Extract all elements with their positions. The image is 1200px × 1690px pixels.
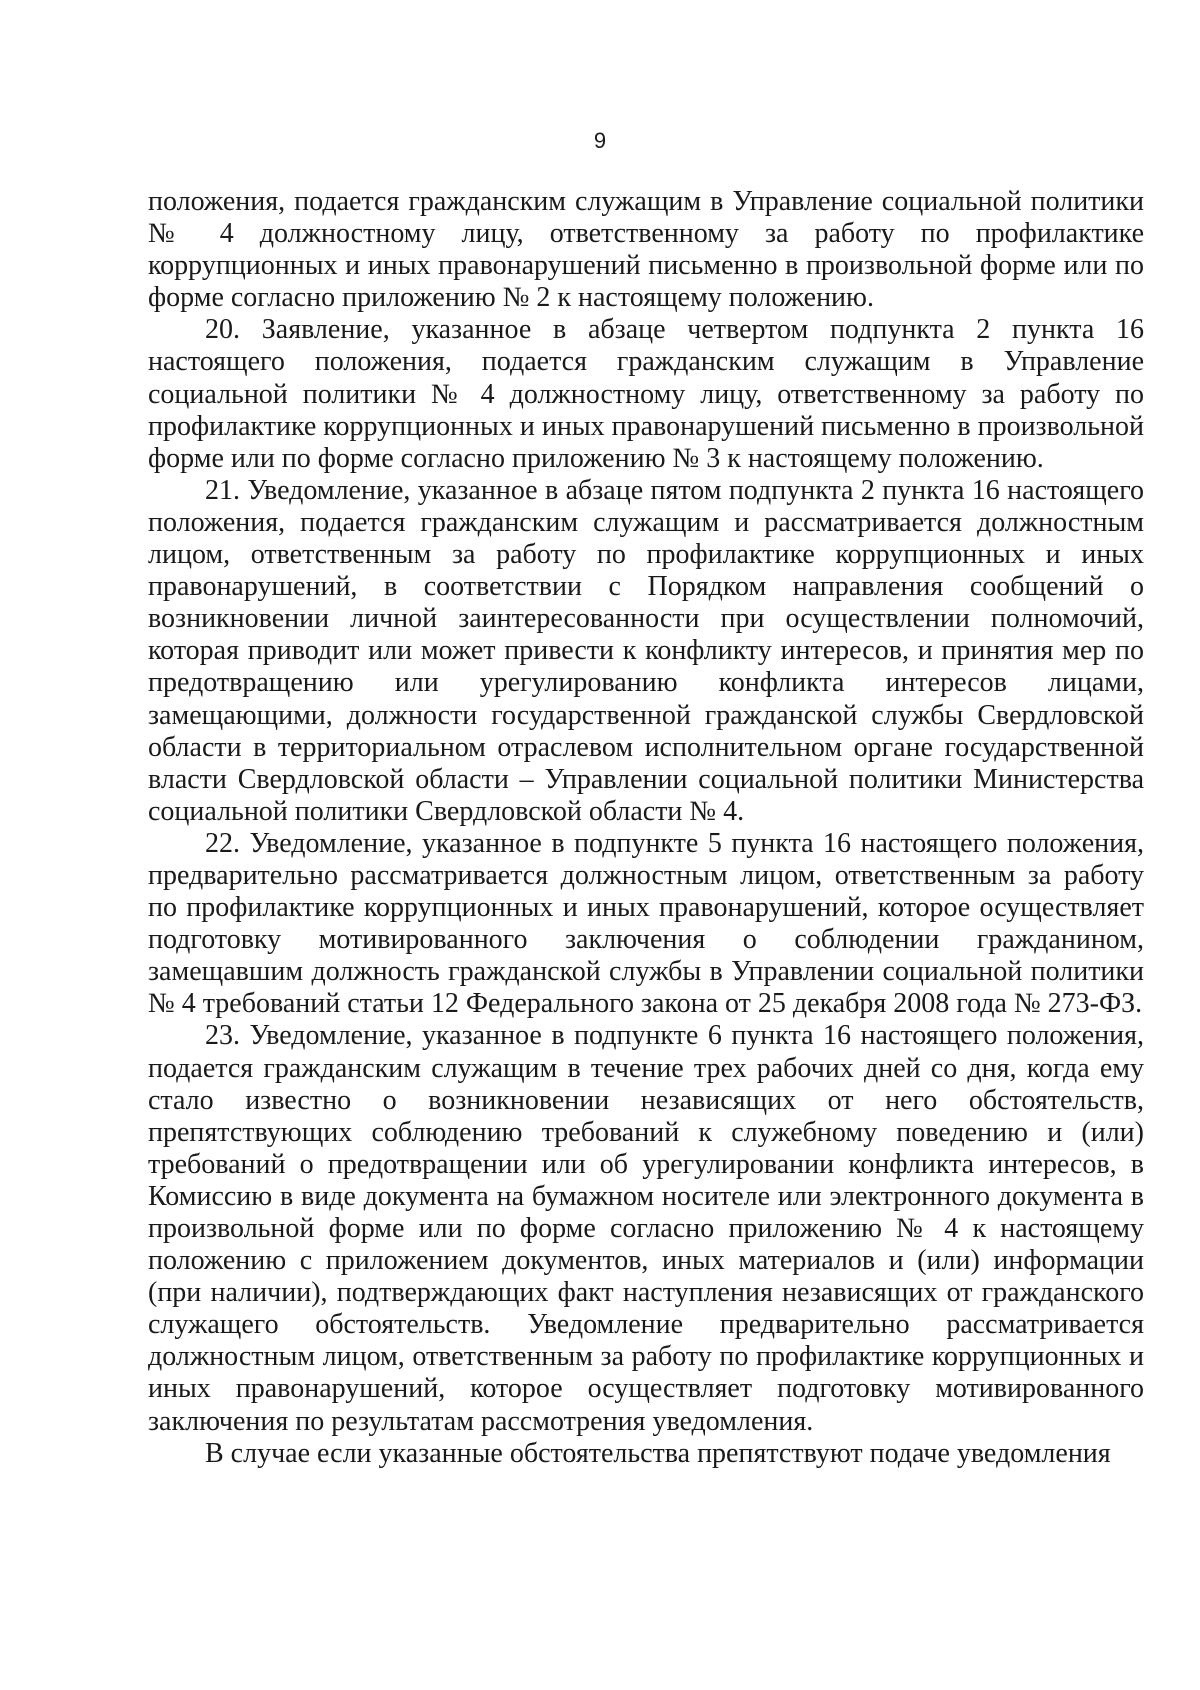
paragraph-item-22: 22. Уведомление, указанное в подпункте 5 пункта 16 настоящего положения, предварительно рассматривается должностным лицом, ответственным за работу по профилактике коррупционных и иных правонарушений, которое осуществляет подготовку мотивированного заключения о соблюдении гражданином, замещавшим должность гражданской службы в Управлении социальной политики № 4 требований статьи 12 Федерального закона от 25 декабря 2008 года № 273-ФЗ. <box>148 827 1144 1020</box>
paragraph-item-20: 20. Заявление, указанное в абзаце четвертом подпункта 2 пункта 16 настоящего положения, подается гражданским служащим в Управление социальной политики № 4 должностному лицу, ответственному за работу по профилактике коррупционных и иных правонарушений письменно в произвольной форме или по форме согласно приложению № 3 к настоящему положению. <box>148 314 1144 474</box>
page-number: 9 <box>593 128 607 153</box>
paragraph-item-23: 23. Уведомление, указанное в подпункте 6 пункта 16 настоящего положения, подается гражданским служащим в течение трех рабочих дней со дня, когда ему стало известно о возникновении независящих от него обстоятельств, препятствующих соблюдению требований к служебному поведению и (или) требований о предотвращении или об урегулировании конфликта интересов, в Комиссию в виде документа на бумажном носителе или электронного документа в произвольной форме или по форме согласно приложению № 4 к настоящему положению с приложением документов, иных материалов и (или) информации (при наличии), подтверждающих факт наступления независящих от гражданского служащего обстоятельств. Уведомление предварительно рассматривается должностным лицом, ответственным за работу по профилактике коррупционных и иных правонарушений, которое осуществляет подготовку мотивированного заключения по результатам рассмотрения уведомления. <box>148 1020 1144 1437</box>
paragraph-item-23-continuation: В случае если указанные обстоятельства препятствуют подаче уведомления <box>205 1437 1111 1469</box>
paragraph-continuation: положения, подается гражданским служащим в Управление социальной политики № 4 должностному лицу, ответственному за работу по профилактике коррупционных и иных правонарушений письменно в произвольной форме или по форме согласно приложению № 2 к настоящему положению. <box>148 186 1144 314</box>
document-body <box>148 186 1144 1470</box>
paragraph-item-21: 21. Уведомление, указанное в абзаце пятом подпункта 2 пункта 16 настоящего положения, подается гражданским служащим и рассматривается должностным лицом, ответственным за работу по профилактике коррупционных и иных правонарушений, в соответствии с Порядком направления сообщений о возникновении личной заинтересованности при осуществлении полномочий, которая приводит или может привести к конфликту интересов, и принятия мер по предотвращению или урегулированию конфликта интересов лицами, замещающими, должности государственной гражданской службы Свердловской области в территориальном отраслевом исполнительном органе государственной власти Свердловской области – Управлении социальной политики Министерства социальной политики Свердловской области № 4. <box>148 474 1144 827</box>
